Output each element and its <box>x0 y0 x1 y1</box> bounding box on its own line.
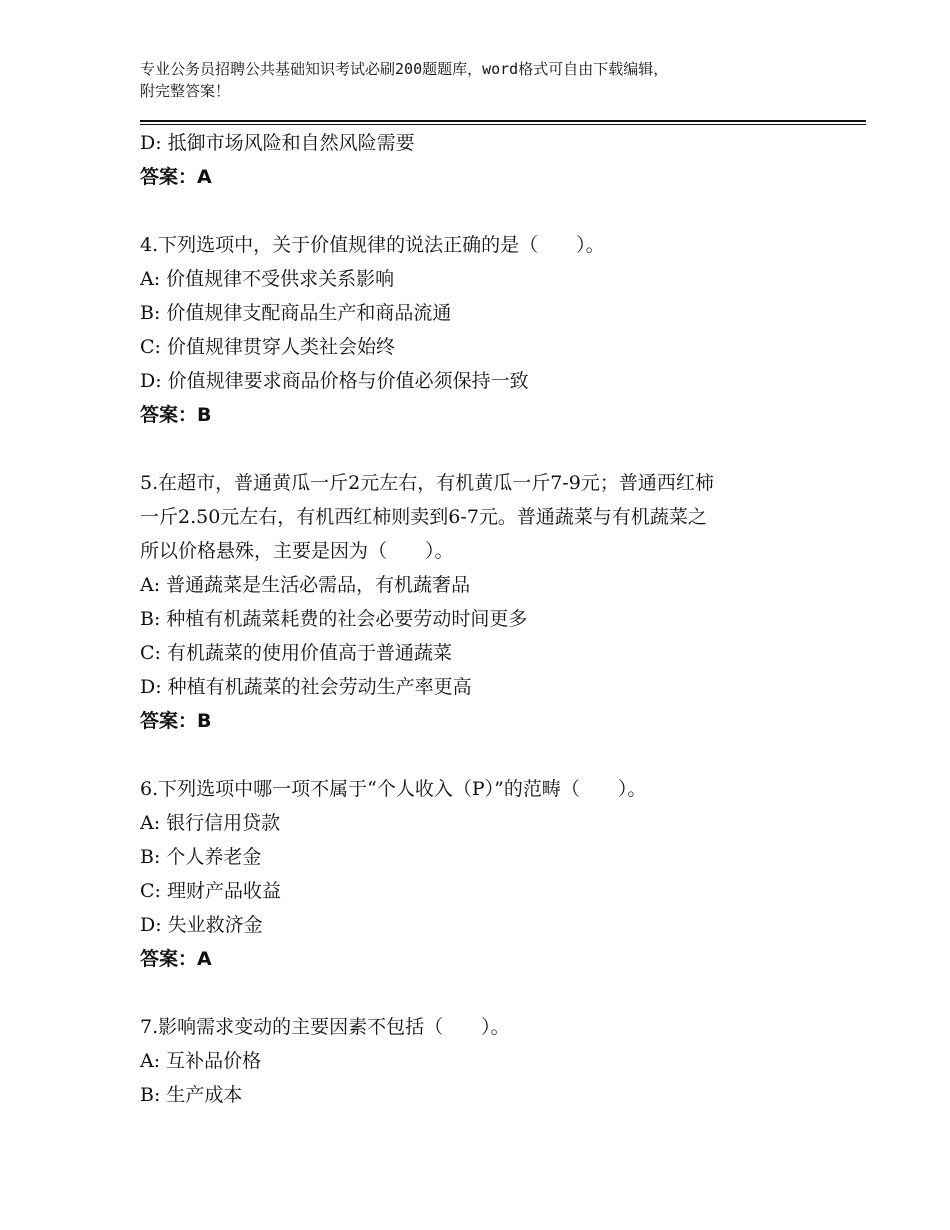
spacer <box>140 432 840 466</box>
option-d: D: 价值规律要求商品价格与价值必须保持一致 <box>140 370 529 392</box>
option-c: C: 理财产品收益 <box>140 880 281 902</box>
question-3-tail <box>140 126 840 194</box>
option-a: A: 银行信用贷款 <box>140 812 281 834</box>
question-stem: 4.下列选项中，关于价值规律的说法正确的是（ ）。 <box>140 234 605 256</box>
question-7 <box>140 1010 840 1112</box>
page-header <box>140 58 840 102</box>
option-d: D: 抵御市场风险和自然风险需要 <box>140 132 415 154</box>
option-c: C: 有机蔬菜的使用价值高于普通蔬菜 <box>140 642 452 664</box>
question-stem-line-2: 一斤2.50元左右，有机西红柿则卖到6-7元。普通蔬菜与有机蔬菜之 <box>140 506 707 528</box>
option-b: B: 价值规律支配商品生产和商品流通 <box>140 302 452 324</box>
option-a: A: 价值规律不受供求关系影响 <box>140 268 395 290</box>
answer: 答案：B <box>140 404 212 426</box>
question-stem: 7.影响需求变动的主要因素不包括（ ）。 <box>140 1016 510 1038</box>
header-line-1: 专业公务员招聘公共基础知识考试必刷200题题库，word格式可自由下载编辑， <box>140 60 669 78</box>
header-line-2: 附完整答案！ <box>140 82 231 100</box>
option-b: B: 种植有机蔬菜耗费的社会必要劳动时间更多 <box>140 608 528 630</box>
header-rule-thick <box>140 120 866 122</box>
spacer <box>140 976 840 1010</box>
question-stem-line-1: 5.在超市，普通黄瓜一斤2元左右，有机黄瓜一斤7-9元；普通西红柿 <box>140 472 714 494</box>
option-b: B: 个人养老金 <box>140 846 262 868</box>
option-d: D: 种植有机蔬菜的社会劳动生产率更高 <box>140 676 472 698</box>
spacer <box>140 194 840 228</box>
answer: 答案：B <box>140 710 212 732</box>
question-stem-line-3: 所以价格悬殊，主要是因为（ ）。 <box>140 540 454 562</box>
option-c: C: 价值规律贯穿人类社会始终 <box>140 336 395 358</box>
option-d: D: 失业救济金 <box>140 914 263 936</box>
header-rule-thin <box>140 124 866 125</box>
question-4 <box>140 228 840 432</box>
answer: 答案：A <box>140 166 212 188</box>
option-b: B: 生产成本 <box>140 1084 243 1106</box>
question-5 <box>140 466 840 738</box>
answer: 答案：A <box>140 948 212 970</box>
question-list <box>140 126 840 1112</box>
question-6 <box>140 772 840 976</box>
spacer <box>140 738 840 772</box>
option-a: A: 普通蔬菜是生活必需品，有机蔬奢品 <box>140 574 471 596</box>
option-a: A: 互补品价格 <box>140 1050 262 1072</box>
question-stem: 6.下列选项中哪一项不属于“个人收入（P）”的范畴（ ）。 <box>140 778 647 800</box>
